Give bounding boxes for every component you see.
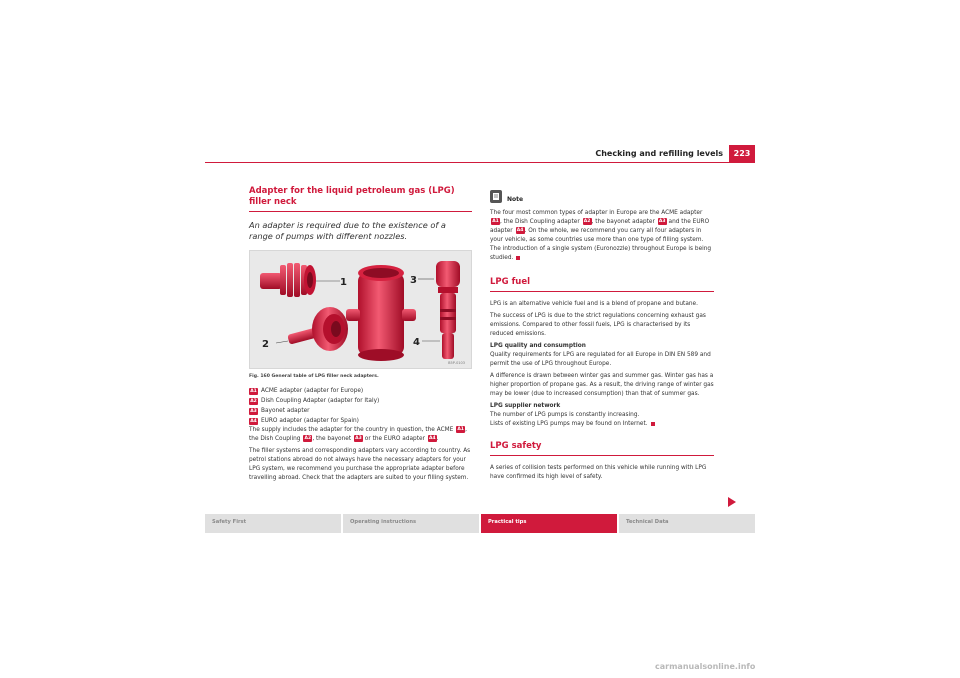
- callout-badge: A1: [492, 219, 499, 224]
- note-text: , the bayonet adapter: [591, 219, 657, 225]
- next-page-arrow-icon[interactable]: [728, 497, 736, 507]
- adapter-illustration: [250, 251, 473, 370]
- lpg-fuel-p3: Quality requirements for LPG are regulated for all Europe in DIN EN 589 and permit the use of LPG throughout Europe.: [490, 352, 711, 367]
- callout-badge: A3: [658, 219, 666, 224]
- watermark: carmanualsonline.info: [655, 662, 756, 671]
- lpg-fuel-p6-text: Lists of existing LPG pumps may be found on Internet.: [490, 421, 648, 427]
- callout-badge: A1: [457, 427, 464, 432]
- list-item-text: EURO adapter (adapter for Spain): [261, 418, 359, 424]
- lpg-safety-title: LPG safety: [490, 441, 714, 456]
- acme-adapter-shape: [260, 263, 316, 297]
- callout-badge: A3: [250, 408, 257, 414]
- list-item-text: ACME adapter (adapter for Europe): [261, 388, 364, 394]
- note-header: [490, 190, 714, 203]
- filler-systems-paragraph: The filler systems and corresponding adapters vary according to country. As petrol stations abroad do not always have the necessary adapters for your LPG system, we recommend you purchase the appropriate adapter before travelling abroad. Check that the adapters are suited to your filling system.: [249, 448, 471, 481]
- page-number: 223: [729, 145, 755, 163]
- list-item: [249, 386, 472, 396]
- section-end-mark: [516, 256, 520, 260]
- adapter-list: [249, 386, 472, 426]
- dish-coupling-adapter-shape: [287, 307, 348, 351]
- bayonet-adapter-shape: [436, 261, 460, 359]
- central-adapter-shape: [346, 265, 416, 361]
- note-icon: [490, 190, 502, 203]
- list-item: [249, 396, 472, 406]
- lpg-fuel-p1: LPG is an alternative vehicle fuel and is a blend of propane and butane.: [490, 301, 698, 307]
- callout-badge: A3: [355, 436, 362, 441]
- figure-label-2: 2: [262, 339, 269, 350]
- figure-label-3: 3: [410, 275, 417, 286]
- figure-label-1: 1: [340, 277, 347, 288]
- note-text: and the EURO adapter: [490, 219, 710, 234]
- callout-badge: A2: [304, 436, 312, 441]
- supply-paragraph: [249, 426, 472, 444]
- footer-tab-operating-instructions[interactable]: Operating instructions: [343, 514, 481, 533]
- note-paragraph: [490, 209, 714, 263]
- footer-tab-technical-data[interactable]: Technical Data: [619, 514, 755, 533]
- lpg-fuel-p6: [490, 420, 714, 429]
- callout-badge: A2: [583, 219, 591, 224]
- supply-text: .: [436, 436, 439, 442]
- figure-label-4: 4: [413, 337, 420, 348]
- note-label: Note: [507, 196, 524, 203]
- header-title: Checking and refilling levels: [595, 149, 723, 158]
- left-column: [249, 186, 472, 486]
- lpg-fuel-p4: A difference is drawn between winter gas and summer gas. Winter gas has a higher proportion of propane gas. As a result, the driving range of winter gas may be lower (due to increased consumption) than that of summer gas.: [490, 373, 714, 397]
- lpg-safety-p1: A series of collision tests performed on this vehicle while running with LPG have confirmed its high level of safety.: [490, 465, 707, 480]
- right-column: [490, 190, 714, 485]
- lpg-network-heading: LPG supplier network: [490, 403, 561, 409]
- callout-badge: A4: [516, 228, 524, 233]
- supply-text: or the EURO adapter: [362, 436, 427, 442]
- adapter-subtitle: An adapter is required due to the existence of a range of pumps with different nozzles.: [249, 220, 446, 241]
- figure-caption: Fig. 160 General table of LPG filler neck adapters.: [249, 374, 379, 379]
- header-divider: [205, 162, 755, 163]
- list-item-text: Bayonet adapter: [261, 408, 310, 414]
- footer-nav: [205, 514, 755, 533]
- callout-badge: A4: [250, 418, 257, 424]
- list-item: [249, 406, 472, 416]
- list-item-text: Dish Coupling Adapter (adapter for Italy): [261, 398, 380, 404]
- supply-text: , the bayonet: [312, 436, 353, 442]
- callout-badge: A4: [428, 436, 436, 441]
- list-item: [249, 416, 472, 426]
- page-header: [205, 145, 755, 163]
- figure-code: B5P-0103: [448, 361, 465, 365]
- note-text: , the Dish Coupling adapter: [500, 219, 582, 225]
- lpg-fuel-p2: The success of LPG is due to the strict regulations concerning exhaust gas emissions. Compared to other fossil fuels, LPG is characterised by its reduced emissions.: [490, 313, 706, 337]
- lpg-fuel-title: LPG fuel: [490, 277, 714, 292]
- adapter-section-title: Adapter for the liquid petroleum gas (LPG) filler neck: [249, 186, 472, 212]
- lpg-quality-heading: LPG quality and consumption: [490, 343, 586, 349]
- footer-tab-safety-first[interactable]: Safety First: [205, 514, 343, 533]
- callout-badge: A2: [250, 398, 257, 404]
- supply-text: , the Dish Coupling: [249, 427, 467, 442]
- supply-text: The supply includes the adapter for the country in question, the ACME: [249, 427, 456, 433]
- section-end-mark: [651, 422, 655, 426]
- note-text: . On the whole, we recommend you carry all four adapters in your vehicle, as some countries use more than one type of filling system. The introduction of a single system (Euronozzle) throughout Europe is being studied.: [490, 228, 712, 261]
- note-text: The four most common types of adapter in Europe are the ACME adapter: [490, 210, 703, 216]
- lpg-fuel-p5: The number of LPG pumps is constantly increasing.: [490, 412, 640, 418]
- callout-badge: A1: [250, 388, 257, 394]
- footer-tab-practical-tips[interactable]: Practical tips: [481, 514, 619, 533]
- adapter-figure: [249, 250, 472, 369]
